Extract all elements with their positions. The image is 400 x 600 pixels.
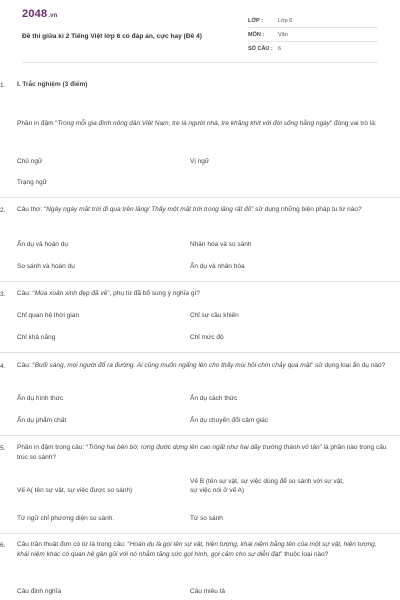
question-number: 5. [0, 445, 6, 452]
question-text-quote: Trông hai bên bờ, rừng đước dựng lên cao ngất như hai dãy trường thành vô tận [88, 444, 320, 451]
answer-option[interactable]: Ẩn dụ và nhân hóa [190, 263, 245, 270]
question-text-pre: Câu trần thuật đơn có từ là trong câu: “ [17, 541, 130, 548]
question-number: 3. [0, 291, 6, 298]
answer-option[interactable]: Trạng ngữ [17, 179, 48, 186]
logo-text: 2048 [22, 8, 48, 20]
divider [0, 352, 400, 353]
answer-option[interactable]: Chỉ quan hệ thời gian [17, 312, 80, 319]
question-text [17, 361, 390, 371]
meta-key: LỚP : [248, 17, 263, 24]
question-number: 4. [0, 363, 6, 370]
question-text-pre: Câu: “ [17, 290, 35, 297]
question-text-quote: Trong mỗi gia đình nông dân Việt Nam, tre là người nhà, tre khăng khít với đời sống hằng ngày [57, 120, 331, 127]
question-text [17, 443, 390, 463]
meta-value: 6 [278, 45, 282, 52]
document-title: Đề thi giữa kì 2 Tiếng Việt lớp 6 có đáp án, cực hay (Đề 4) [22, 33, 202, 40]
divider [0, 281, 400, 282]
question-text-quote: Mùa xuân xinh đẹp đã về [34, 290, 108, 297]
answer-option[interactable]: Chỉ mức độ [190, 334, 224, 341]
question-text-post: ” đóng vai trò là: [330, 120, 377, 127]
answer-option[interactable]: Ẩn dụ hình thức [17, 395, 64, 402]
answer-option[interactable]: Vế A( tên sự vật, sự việc được so sánh) [17, 487, 133, 494]
document-meta [248, 14, 378, 55]
meta-value: Lớp 6 [278, 17, 293, 24]
meta-row-grade [248, 14, 378, 28]
answer-option[interactable]: So sánh và hoán dụ [17, 263, 75, 270]
answer-option[interactable]: Vế B (tên sự vật, sự việc dùng để so sánh với sự vật, sự việc nói ở vế A) [190, 478, 344, 494]
question-text [17, 119, 390, 129]
document-header [22, 0, 378, 63]
question-number: 1. [0, 82, 6, 89]
logo-suffix: .vn [48, 13, 58, 19]
answer-option[interactable]: Vị ngữ [190, 158, 210, 165]
question-text [17, 205, 390, 215]
question-text-post: ” sử dụng những biện pháp tu từ nào? [251, 206, 362, 213]
answer-option[interactable]: Câu định nghĩa [17, 588, 62, 595]
question-number: 6. [0, 542, 6, 549]
question-text-post: ”, phụ từ đã bổ sung ý nghĩa gì? [107, 290, 200, 297]
meta-key: SỐ CÂU : [248, 45, 273, 52]
answer-option[interactable]: Chỉ sự cầu khiến [190, 312, 239, 319]
site-logo[interactable] [22, 8, 58, 20]
answer-option[interactable]: Nhân hóa và so sánh [190, 241, 252, 248]
question-text [17, 540, 390, 560]
question-text-quote: Hoán dụ là gọi tên sự vật, hiện tượng, khái niệm bằng tên của một sự vật, hiện tượng, khái niệm khác có quan hệ gần gũi với nó nhằm tăng sức gợi hình, gợi cảm cho sự diễn đạt [17, 541, 377, 558]
answer-option[interactable]: Ẩn dụ chuyển đổi cảm giác [190, 417, 269, 424]
question-text-quote: Ngày ngày mặt trời đi qua trên lăng/ Thấy một mặt trời trong lăng rất đỏ [46, 206, 252, 213]
question-text [17, 289, 390, 299]
question-text-pre: Phần in đậm trong câu: “ [17, 444, 89, 451]
answer-option[interactable]: Ẩn dụ và hoán dụ [17, 241, 68, 248]
answer-option[interactable]: Chủ ngữ [17, 158, 43, 165]
question-text-post: ” sử dụng loại ẩn dụ nào? [311, 362, 386, 369]
divider [0, 197, 400, 198]
answer-option[interactable]: Ẩn dụ phẩm chất [17, 417, 67, 424]
answer-option[interactable]: Từ so sánh [190, 515, 223, 522]
meta-row-subject [248, 28, 378, 42]
question-number: 2. [0, 207, 6, 214]
question-text-pre: Câu thơ: “ [17, 206, 47, 213]
answer-option[interactable]: Ẩn dụ cách thức [190, 395, 238, 402]
answer-option[interactable]: Chỉ khả năng [17, 334, 56, 341]
question-text-post: ” là phần nào trong cấu trúc so sánh? [17, 444, 387, 461]
question-text-pre: Phần in đậm “ [17, 120, 58, 127]
answer-option[interactable]: Từ ngữ chỉ phương diện so sánh. [17, 515, 115, 522]
section-heading: I. Trắc nghiệm (3 điểm) [17, 81, 88, 88]
meta-key: MÔN : [248, 31, 265, 38]
answer-option[interactable]: Câu miêu tả [190, 588, 226, 595]
question-text-pre: Câu: “ [17, 362, 35, 369]
divider [0, 435, 400, 436]
divider [0, 533, 400, 534]
meta-value: Văn [278, 31, 288, 38]
meta-row-count [248, 42, 378, 55]
question-text-post: ” thuộc loại nào? [280, 551, 329, 558]
question-text-quote: Buổi sáng, mọi người đổ ra đường. Ai cũng muốn ngẩng lên cho thấy mùi hồi chín chảy qua mặt [34, 362, 312, 369]
